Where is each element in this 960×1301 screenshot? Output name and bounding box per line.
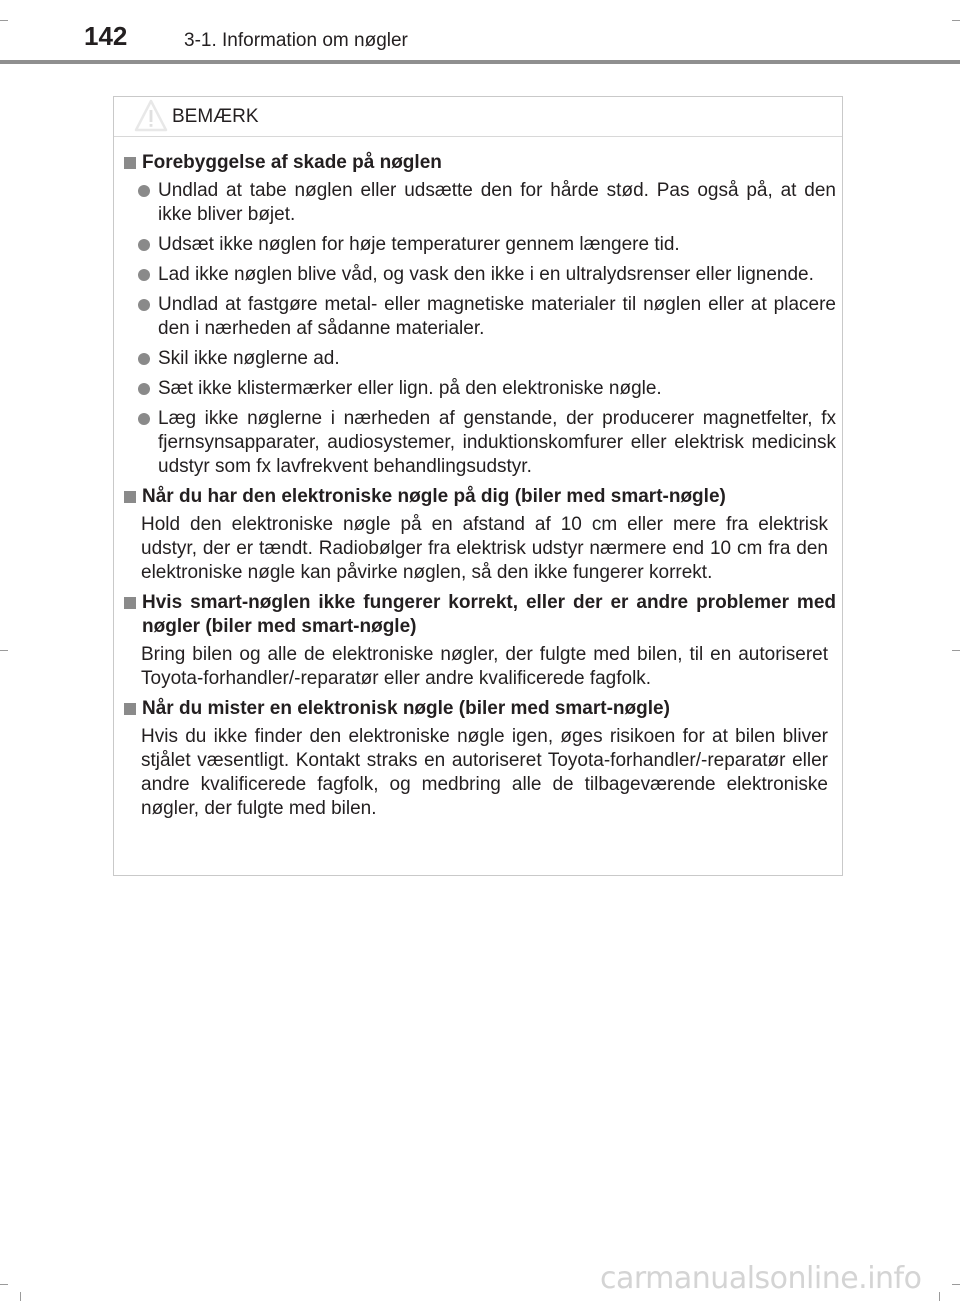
- crop-mark: [0, 650, 8, 651]
- round-bullet-icon: [138, 353, 150, 365]
- section-heading: [124, 591, 836, 639]
- crop-mark: [939, 1292, 940, 1301]
- list-item: [124, 233, 836, 257]
- round-bullet-icon: [138, 269, 150, 281]
- crop-mark: [952, 650, 960, 651]
- section-heading: [124, 697, 836, 721]
- round-bullet-icon: [138, 185, 150, 197]
- header-rule: [0, 60, 960, 64]
- section-heading: [124, 485, 836, 509]
- list-item-text: Læg ikke nøglerne i nærheden af genstande, der producerer magnetfelter, fx fjernsynsapparater, audiosystemer, induktionskomfurer eller elektrisk medicinsk udstyr som fx lavfrekvent behandlingsudstyr.: [158, 408, 836, 477]
- section-heading-text: Hvis smart-nøglen ikke fungerer korrekt, eller der er andre problemer med nøgler (biler med smart-nøgle): [142, 592, 836, 637]
- list-item: [124, 347, 836, 371]
- note-body: [124, 151, 836, 827]
- square-bullet-icon: [124, 157, 136, 169]
- crop-mark: [20, 1292, 21, 1301]
- list-item-text: Skil ikke nøglerne ad.: [158, 348, 340, 369]
- square-bullet-icon: [124, 703, 136, 715]
- list-item: [124, 407, 836, 479]
- note-section: [124, 697, 836, 821]
- section-paragraph: Hold den elektroniske nøgle på en afstand af 10 cm eller mere fra elektrisk udstyr, der er tændt. Radiobølger fra elektrisk udstyr nærmere end 10 cm fra den elektroniske nøgle kan påvirke nøglen, så den ikke fungerer korrekt.: [141, 514, 828, 583]
- list-item: [124, 377, 836, 401]
- section-heading: [124, 151, 836, 175]
- square-bullet-icon: [124, 597, 136, 609]
- round-bullet-icon: [138, 413, 150, 425]
- list-item: [124, 263, 836, 287]
- list-item-text: Lad ikke nøglen blive våd, og vask den ikke i en ultralydsrenser eller lignende.: [158, 264, 814, 285]
- note-section: [124, 151, 836, 479]
- page-number: 142: [84, 21, 128, 51]
- list-item-text: Undlad at fastgøre metal- eller magnetiske materialer til nøglen eller at placere den i nærheden af sådanne materialer.: [158, 294, 836, 339]
- section-heading-text: Når du mister en elektronisk nøgle (biler med smart-nøgle): [142, 698, 670, 719]
- round-bullet-icon: [138, 239, 150, 251]
- list-item: [124, 293, 836, 341]
- page-header: [0, 0, 960, 64]
- watermark: carmanualsonline.info: [600, 1261, 922, 1296]
- list-item-text: Udsæt ikke nøglen for høje temperaturer gennem længere tid.: [158, 234, 680, 255]
- note-section: [124, 485, 836, 585]
- section-paragraph: Bring bilen og alle de elektroniske nøgler, der fulgte med bilen, til en autoriseret Toyota-forhandler/-reparatør eller andre kvalificerede fagfolk.: [141, 644, 828, 689]
- section-title: 3-1. Information om nøgler: [184, 30, 408, 51]
- warning-triangle-icon: [134, 99, 168, 133]
- round-bullet-icon: [138, 383, 150, 395]
- section-heading-text: Forebyggelse af skade på nøglen: [142, 152, 442, 173]
- list-item-text: Undlad at tabe nøglen eller udsætte den for hårde stød. Pas også på, at den ikke bliver bøjet.: [158, 180, 836, 225]
- square-bullet-icon: [124, 491, 136, 503]
- list-item-text: Sæt ikke klistermærker eller lign. på den elektroniske nøgle.: [158, 378, 662, 399]
- section-heading-text: Når du har den elektroniske nøgle på dig (biler med smart-nøgle): [142, 486, 726, 507]
- crop-mark: [952, 1284, 960, 1285]
- section-paragraph: Hvis du ikke finder den elektroniske nøgle igen, øges risikoen for at bilen bliver stjålet væsentligt. Kontakt straks en autoriseret Toyota-forhandler/-reparatør eller andre kvalificerede fagfolk, og medbring alle de tilbageværende elektroniske nøgler, der fulgte med bilen.: [141, 726, 828, 819]
- note-section: [124, 591, 836, 691]
- note-label: BEMÆRK: [172, 106, 259, 127]
- note-box: [113, 96, 843, 876]
- round-bullet-icon: [138, 299, 150, 311]
- note-header: [114, 97, 842, 137]
- list-item: [124, 179, 836, 227]
- crop-mark: [0, 1284, 8, 1285]
